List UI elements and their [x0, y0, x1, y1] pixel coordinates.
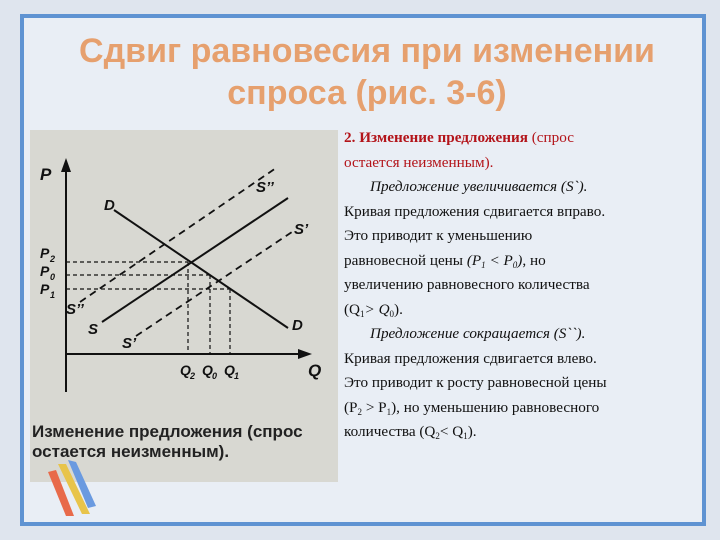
decrease-l4a: количества (Q — [344, 423, 436, 440]
decrease-line-4 — [344, 420, 700, 445]
increase-line-1: Кривая предложения сдвигается вправо. — [344, 202, 606, 220]
slide-title — [24, 30, 710, 114]
title-line-1: Сдвиг равновесия при изменении — [79, 32, 655, 70]
decrease-l3a-sub: 2 — [357, 406, 363, 417]
decrease-l4b-sub: 1 — [463, 431, 468, 441]
p1-label: P — [40, 281, 50, 297]
increase-l3d: ) — [517, 251, 523, 269]
supply-s1-top-label: S’ — [294, 221, 309, 238]
supply-s-bottom-label: S — [88, 321, 99, 338]
decrease-l3c: ), но уменьшению равновесного — [391, 398, 600, 416]
caption-line-1: Изменение предложения (спрос — [32, 422, 303, 441]
heading-line-2: остается неизменным). — [344, 153, 494, 171]
title-line-2: спроса (рис. 3-6) — [227, 74, 507, 112]
p2-sub: 2 — [50, 254, 56, 264]
supply-curve-s — [102, 198, 288, 322]
decrease-l4c: ). — [467, 423, 477, 440]
decrease-line-3 — [344, 396, 700, 421]
axis-q-label: Q — [308, 361, 322, 380]
explanation-text — [344, 126, 700, 445]
p1-sub: 1 — [50, 290, 56, 300]
supply-shift-figure — [30, 130, 338, 482]
q-axis-arrow — [298, 349, 312, 359]
increase-l3e: , но — [522, 251, 546, 269]
increase-l3b: (P — [466, 251, 482, 269]
increase-l5c: ). — [394, 300, 403, 318]
p0-label: P — [40, 263, 50, 279]
q2-label: Q — [180, 362, 191, 378]
supply-curve-s2 — [80, 168, 276, 302]
p0-sub: 0 — [50, 272, 56, 282]
pencils-decoration-icon — [44, 458, 104, 518]
figure-caption — [32, 422, 334, 462]
p2-label: P — [40, 245, 50, 261]
heading-rest: (спрос — [527, 129, 574, 146]
q0-label: Q — [202, 362, 213, 378]
heading-bold: 2. Изменение предложения — [344, 129, 528, 146]
decrease-line-1: Кривая предложения сдвигается влево. — [344, 349, 597, 367]
q2-sub: 2 — [190, 371, 196, 381]
p-axis-arrow — [61, 158, 71, 172]
increase-l5a: (Q — [344, 300, 361, 318]
increase-l5a-sub: 1 — [360, 308, 365, 319]
increase-l3c: < P — [485, 251, 513, 269]
increase-line-5 — [344, 298, 700, 323]
increase-l3c-sub: 0 — [512, 259, 518, 270]
increase-line-4: увеличению равновесного количества — [344, 276, 590, 293]
demand-bottom-label: D — [292, 317, 303, 334]
q1-label: Q — [224, 362, 235, 378]
heading-line-1 — [344, 126, 700, 151]
demand-curve-d — [114, 210, 288, 328]
supply-s2-bottom-label: S’’ — [66, 301, 84, 318]
decrease-l3a: (P — [344, 398, 358, 416]
slide-frame — [20, 14, 706, 526]
increase-l3b-sub: 1 — [481, 259, 486, 270]
increase-l3a: равновесной цены — [344, 251, 467, 269]
q1-sub: 1 — [234, 371, 240, 381]
increase-line-2: Это приводит к уменьшению — [344, 227, 533, 244]
caption-line-2: остается неизменным). — [32, 442, 230, 461]
q0-sub: 0 — [212, 371, 218, 381]
decrease-line-2: Это приводит к росту равновесной цены — [344, 374, 607, 391]
decrease-l3b-sub: 1 — [386, 406, 392, 417]
supply-s1-bottom-label: S’ — [122, 335, 137, 352]
increase-line-3 — [344, 249, 700, 274]
decrease-l4a-sub: 2 — [435, 431, 440, 441]
axis-p-label: P — [40, 165, 52, 184]
increase-l5b-sub: 0 — [389, 308, 395, 319]
demand-top-label: D — [104, 197, 115, 214]
supply-s2-top-label: S’’ — [256, 179, 274, 196]
increase-l5b: > Q — [364, 300, 390, 318]
decrease-label: Предложение сокращается (S``). — [370, 325, 586, 342]
decrease-l4b: < Q — [439, 423, 464, 440]
supply-demand-graph — [30, 130, 338, 430]
increase-l3-formula — [467, 252, 523, 269]
decrease-l3b: > P — [362, 398, 387, 416]
increase-label: Предложение увеличивается (S`). — [370, 178, 588, 195]
